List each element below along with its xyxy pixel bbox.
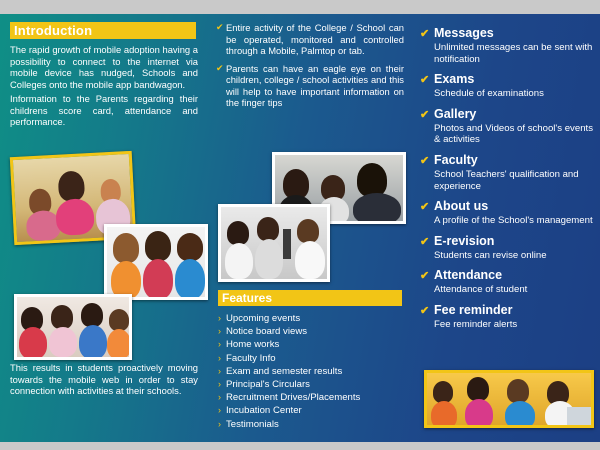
check-icon: ✔ bbox=[420, 74, 430, 87]
middle-column bbox=[216, 22, 404, 115]
intro-paragraph-2: Information to the Parents regarding their childrens score card, attendance and performance. bbox=[10, 93, 198, 127]
check-icon: ✔ bbox=[216, 62, 224, 73]
bullet-item: ✔ Entire activity of the College / School can be operated, monitored and controlled through a Mobile, Palmtop or tab. bbox=[216, 22, 404, 56]
module-about-us: ✔ About us A profile of the School's management bbox=[420, 199, 593, 227]
intro-heading: Introduction bbox=[10, 22, 196, 39]
module-fee-reminder: ✔ Fee reminder Fee reminder alerts bbox=[420, 302, 518, 330]
check-icon: ✔ bbox=[420, 304, 430, 317]
module-exams: ✔ Exams Schedule of examinations bbox=[420, 72, 544, 100]
chevron-right-icon: › bbox=[218, 313, 221, 323]
feature-item: › Home works bbox=[218, 339, 280, 351]
feature-item: › Upcoming events bbox=[218, 313, 301, 324]
check-icon: ✔ bbox=[420, 154, 430, 167]
modules-column bbox=[420, 26, 596, 338]
module-messages: ✔ Messages Unlimited messages can be sent with notification bbox=[420, 26, 593, 65]
check-icon: ✔ bbox=[420, 270, 430, 283]
module-attendance: ✔ Attendance Attendance of student bbox=[420, 268, 528, 296]
photo-kids-laptop bbox=[14, 294, 132, 360]
photo-science-lab bbox=[218, 204, 330, 282]
features-heading: Features bbox=[218, 290, 402, 306]
chevron-right-icon: › bbox=[218, 392, 221, 403]
feature-item: › Faculty Info bbox=[218, 352, 276, 364]
check-icon: ✔ bbox=[420, 201, 430, 214]
brochure bbox=[0, 14, 600, 442]
intro-paragraph-1: The rapid growth of mobile adoption having a possibility to connect to the internet via mobile device has nudged, Schools and Colleges onto the mobile app bandwagon. bbox=[10, 44, 198, 90]
feature-item: › Incubation Center bbox=[218, 405, 302, 417]
chevron-right-icon: › bbox=[218, 365, 221, 376]
intro-column bbox=[10, 22, 198, 128]
chevron-right-icon: › bbox=[218, 379, 221, 390]
feature-item: › Recruitment Drives/Placements bbox=[218, 392, 361, 404]
bullet-item: ✔ Parents can have an eagle eye on their children, college / school activities and this will help to have important information on the finger tips bbox=[216, 62, 404, 108]
chevron-right-icon: › bbox=[218, 339, 221, 350]
feature-item: › Exam and semester results bbox=[218, 365, 343, 377]
photo-smiling-teens bbox=[104, 224, 208, 300]
features-list bbox=[218, 312, 406, 431]
chevron-right-icon: › bbox=[218, 352, 221, 363]
check-icon: ✔ bbox=[420, 235, 430, 248]
chevron-right-icon: › bbox=[218, 405, 221, 416]
check-icon: ✔ bbox=[420, 28, 430, 40]
chevron-right-icon: › bbox=[218, 418, 221, 429]
feature-item: › Principal's Circulars bbox=[218, 379, 310, 391]
feature-item: › Notice board views bbox=[218, 326, 308, 338]
module-gallery: ✔ Gallery Photos and Videos of school's events & activities bbox=[420, 106, 593, 146]
intro-paragraph-3: This results in students proactively moving towards the mobile web in order to stay connection with activities at their schools. bbox=[10, 362, 198, 396]
module-e-revision: ✔ E-revision Students can revise online bbox=[420, 233, 547, 261]
module-faculty: ✔ Faculty School Teachers' qualification and experience bbox=[420, 152, 579, 192]
chevron-right-icon: › bbox=[218, 326, 221, 337]
photo-students-laptops bbox=[424, 370, 594, 428]
check-icon: ✔ bbox=[420, 108, 430, 121]
check-icon: ✔ bbox=[216, 22, 224, 32]
feature-item: › Testimonials bbox=[218, 418, 279, 430]
